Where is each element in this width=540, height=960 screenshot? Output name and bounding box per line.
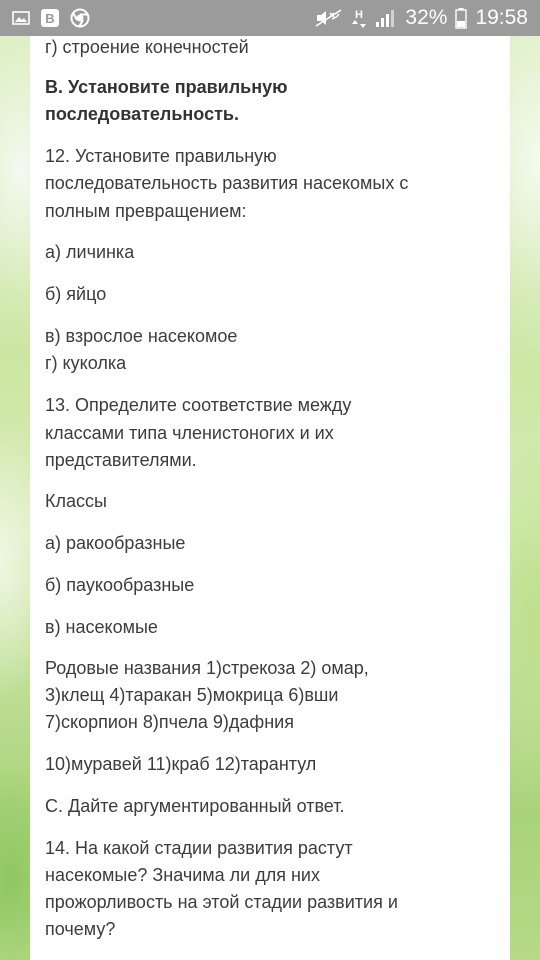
q12-option-a: а) личинка bbox=[45, 242, 135, 262]
q12-option-b: б) яйцо bbox=[45, 284, 107, 304]
data-type-label: H bbox=[355, 9, 364, 21]
class-option-a: а) ракообразные bbox=[45, 533, 186, 553]
q12-option-v: в) взрослое насекомое bbox=[45, 326, 238, 346]
status-bar bbox=[0, 0, 540, 36]
image-icon bbox=[12, 10, 30, 26]
vk-icon bbox=[40, 8, 60, 28]
question-12: 12. Установите правильную bbox=[45, 146, 277, 166]
question-13-line-3: представителями. bbox=[45, 450, 197, 470]
genera-list: Родовые названия 1)стрекоза 2) омар, bbox=[45, 658, 369, 678]
document-page bbox=[30, 36, 510, 960]
mute-icon bbox=[315, 8, 343, 28]
section-c-heading: С. Дайте аргументированный ответ. bbox=[45, 796, 345, 816]
question-14-line-4: почему? bbox=[45, 919, 116, 939]
question-12-line-2: последовательность развития насекомых с bbox=[45, 173, 409, 193]
question-14-line-2: насекомые? Значима ли для них bbox=[45, 865, 320, 885]
class-option-b: б) паукообразные bbox=[45, 575, 195, 595]
svg-text:B: B bbox=[45, 11, 55, 26]
clock: 19:58 bbox=[475, 6, 528, 29]
genera-list-line-4: 10)муравей 11)краб 12)тарантул bbox=[45, 754, 317, 774]
q12-option-g: г) куколка bbox=[45, 353, 127, 373]
question-13-line-2: классами типа членистоногих и их bbox=[45, 423, 334, 443]
question-14-line-3: прожорливость на этой стадии развития и bbox=[45, 892, 398, 912]
chrome-icon bbox=[70, 8, 90, 28]
status-system bbox=[315, 6, 540, 30]
status-notifications bbox=[0, 8, 90, 28]
question-14: 14. На какой стадии развития растут bbox=[45, 838, 353, 858]
question-12-line-3: полным превращением: bbox=[45, 201, 247, 221]
battery-icon bbox=[455, 7, 467, 29]
genera-list-line-2: 3)клещ 4)таракан 5)мокрица 6)вши bbox=[45, 685, 339, 705]
class-option-v: в) насекомые bbox=[45, 617, 158, 637]
battery-percent: 32% bbox=[405, 6, 448, 29]
signal-icon bbox=[375, 8, 397, 28]
answer-option-g-limbs: г) строение конечностей bbox=[45, 37, 249, 57]
question-13: 13. Определите соответствие между bbox=[45, 395, 352, 415]
genera-list-line-3: 7)скорпион 8)пчела 9)дафния bbox=[45, 712, 294, 732]
section-b-heading-cont: последовательность. bbox=[45, 104, 239, 124]
data-arrows-icon bbox=[351, 7, 367, 29]
classes-label: Классы bbox=[45, 491, 107, 511]
section-b-heading: В. Установите правильную bbox=[45, 77, 288, 97]
